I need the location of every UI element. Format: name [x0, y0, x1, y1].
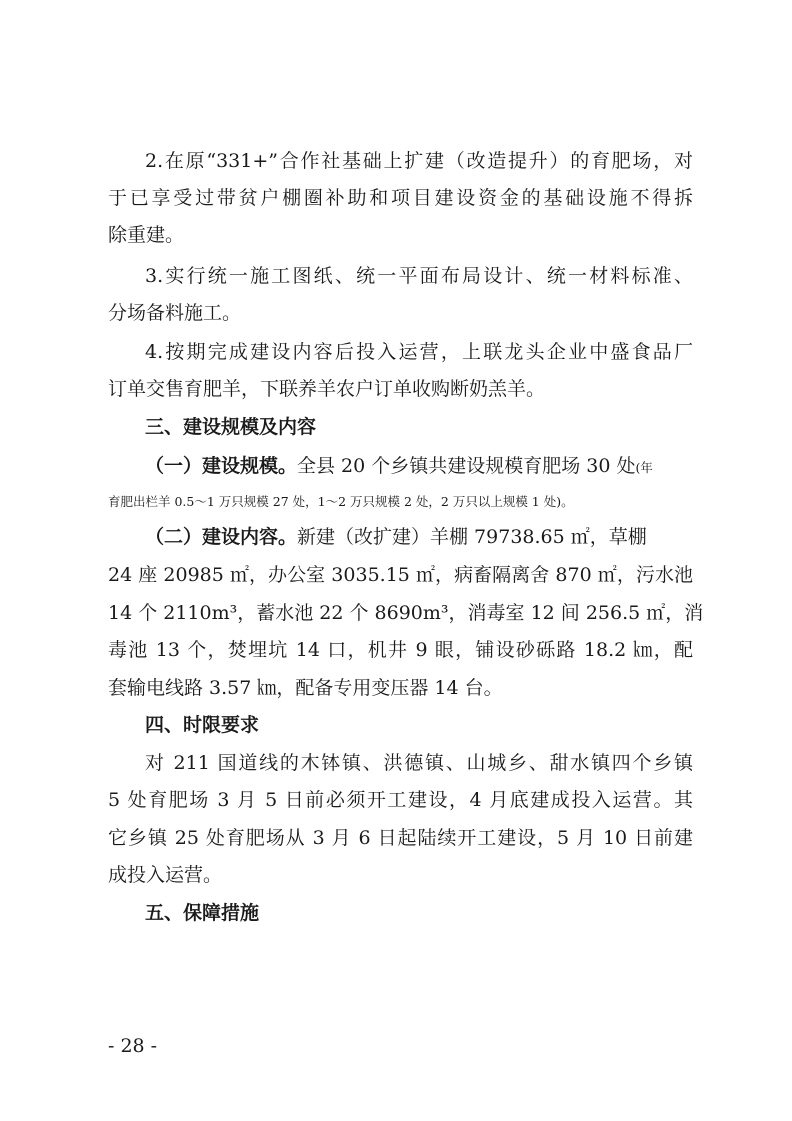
text-line: 3.实行统一施工图纸、统一平面布局设计、统一材料标准、 [145, 265, 693, 287]
text-line: 套输电线路 3.57 ㎞，配备专用变压器 14 台。 [108, 677, 503, 699]
text-span: (年 [635, 460, 653, 475]
text-span: 全县 20 个乡镇共建设规模育肥场 30 处 [297, 455, 636, 477]
text-span: 新建（改扩建）羊棚 79738.65 ㎡，草棚 [297, 526, 647, 548]
text-line: 24 座 20985 ㎡，办公室 3035.15 ㎡，病畜隔离舍 870 ㎡，污水池 [108, 564, 693, 586]
section-heading: 五、保障措施 [145, 902, 260, 924]
paragraph-scale [145, 454, 693, 480]
text-line: 4.按期完成建设内容后投入运营，上联龙头企业中盛食品厂 [145, 341, 693, 363]
subheading-scale: （一）建设规模。 [145, 455, 298, 477]
text-line: 5 处育肥场 3 月 5 日前必须开工建设，4 月底建成投入运营。其 [108, 789, 693, 811]
section-heading: 四、时限要求 [145, 714, 260, 736]
page-number: - 28 - [108, 1035, 158, 1057]
subheading-content: （二）建设内容。 [145, 526, 298, 548]
text-line: 订单交售育肥羊，下联养羊农户订单收购断奶羔羊。 [108, 378, 546, 400]
text-line: 14 个 2110m³，蓄水池 22 个 8690m³，消毒室 12 间 256.5 ㎡，消 [108, 602, 704, 624]
text-line: 它乡镇 25 处育肥场从 3 月 6 日起陆续开工建设，5 月 10 日前建 [108, 827, 693, 849]
text-line: 成投入运营。 [108, 864, 223, 886]
text-line: 除重建。 [108, 224, 185, 246]
text-line: 育肥出栏羊 0.5～1 万只规模 27 处，1～2 万只规模 2 处，2 万只以上规模 1 处)。 [108, 494, 574, 509]
text-line: 分场备料施工。 [108, 302, 242, 324]
section-heading: 三、建设规模及内容 [145, 416, 317, 438]
text-line: 于已享受过带贫户棚圈补助和项目建设资金的基础设施不得拆 [108, 187, 693, 209]
text-line: 2.在原“331+”合作社基础上扩建（改造提升）的育肥场，对 [145, 150, 693, 172]
text-line: 毒池 13 个，焚埋坑 14 口，机井 9 眼，铺设砂砾路 18.2 ㎞，配 [108, 639, 693, 661]
paragraph-content [145, 525, 693, 549]
text-line: 对 211 国道线的木钵镇、洪德镇、山城乡、甜水镇四个乡镇 [145, 752, 693, 774]
